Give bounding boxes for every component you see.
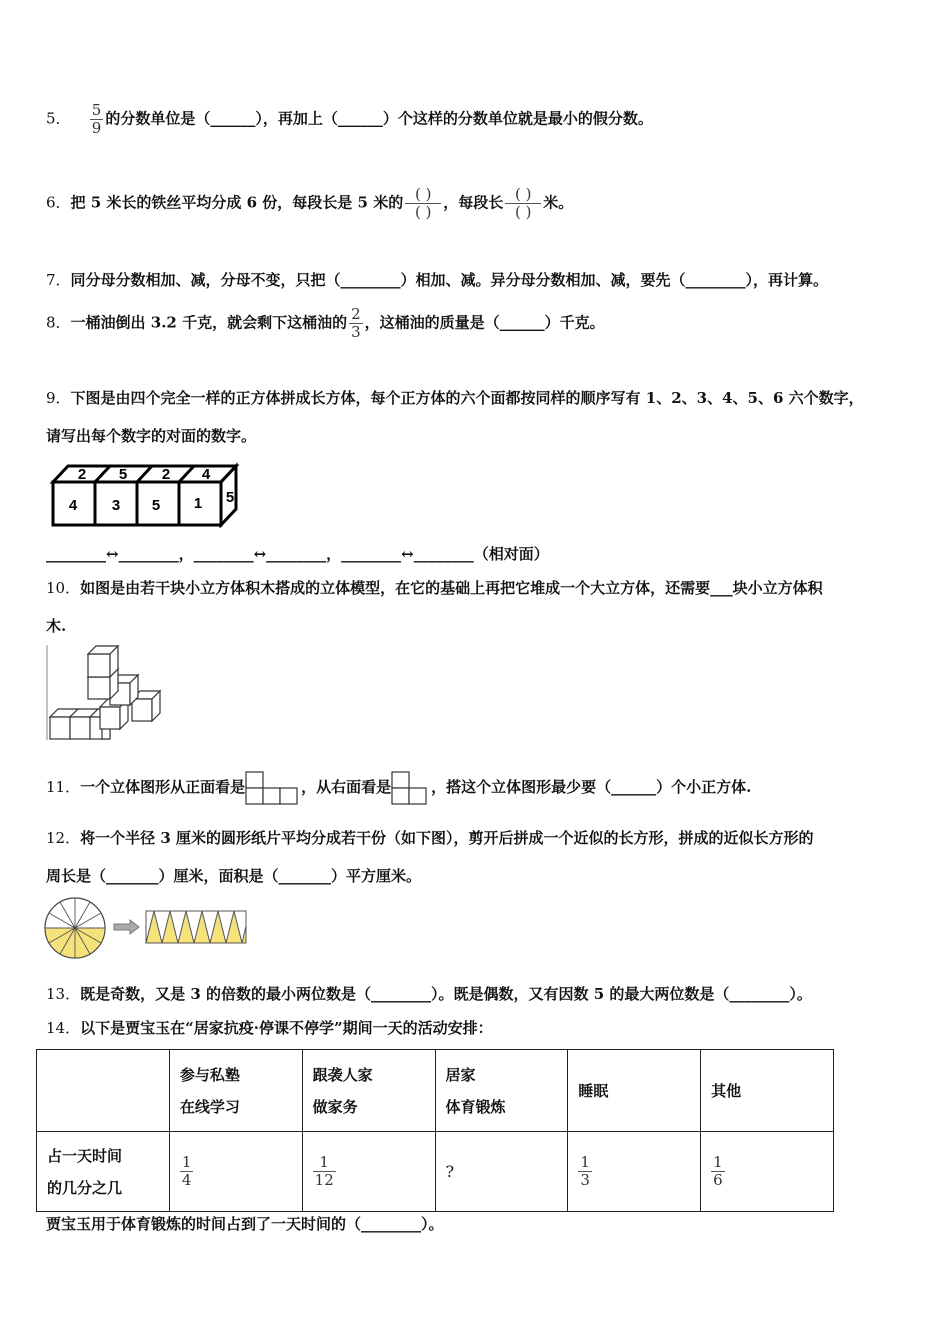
question-8 [46, 306, 605, 341]
question-number: 8． [46, 313, 71, 332]
table-header-cell: 其他 [701, 1050, 834, 1132]
arrow-icon [114, 920, 139, 934]
activity-table [36, 1049, 834, 1212]
question-11 [46, 770, 751, 806]
question-text: 一桶油倒出 3.2 千克，就会剩下这桶油的 [70, 313, 348, 332]
cube-row-figure [48, 462, 240, 528]
question-number: 9． [46, 389, 71, 407]
table-row [37, 1132, 834, 1212]
fraction-cell: $\frac{1}{6}$ [701, 1132, 834, 1212]
question-14-footer [46, 1214, 444, 1234]
unknown-cell: ? [435, 1132, 568, 1212]
question-13 [46, 984, 812, 1004]
question-text: 如图是由若干块小立方体积木搭成的立体模型，在它的基础上再把它堆成一个大立方体，还需要___块小立方体积 [80, 579, 823, 597]
table-header-cell: 睡眠 [568, 1050, 701, 1132]
fraction-cell: $\frac{1}{12}$ [302, 1132, 435, 1212]
table-header-cell: 居家 体育锻炼 [435, 1050, 568, 1132]
question-text: 下图是由四个完全一样的正方体拼成长方体，每个正方体的六个面都按同样的顺序写有 1、2、3、4、5、6 六个数字， [70, 389, 864, 407]
question-text: 周长是（_______）厘米，面积是（_______）平方厘米。 [46, 867, 422, 885]
question-text: 既是奇数，又是 3 的倍数的最小两位数是（________）。既是偶数，又有因数 5 的最大两位数是（________）。 [80, 985, 812, 1003]
question-text: 同分母分数相加、减，分母不变，只把（________）相加、减。异分母分数相加、减，要先（________），再计算。 [70, 271, 829, 289]
question-9 [46, 388, 864, 408]
table-header-cell: 跟袭人家 做家务 [302, 1050, 435, 1132]
fraction-5-9: $\frac{5}{9}$ [91, 101, 102, 137]
question-14 [46, 1018, 493, 1038]
blank-fraction[interactable]: $\frac{( )}{( )}$ [505, 186, 541, 221]
question-text: ，每段长 [443, 193, 504, 212]
row-label-cell: 占一天时间 的几分之几 [37, 1132, 170, 1212]
question-number: 6． [46, 193, 71, 212]
question-12-line2 [46, 866, 421, 886]
question-7 [46, 270, 828, 290]
top-digit: 5 [118, 466, 128, 483]
question-6 [46, 186, 573, 221]
table-header-cell: 参与私塾 在线学习 [169, 1050, 302, 1132]
stacked-cubes-figure [46, 645, 166, 741]
question-text: 的分数单位是（______），再加上（______）个这样的分数单位就是最小的假分数。 [105, 109, 653, 128]
question-text: 木. [46, 617, 67, 635]
table-corner-cell [37, 1050, 170, 1132]
question-number: 5． [46, 109, 71, 128]
top-digit: 2 [77, 466, 87, 483]
question-text: 请写出每个数字的对面的数字。 [46, 427, 257, 445]
question-9-line2 [46, 426, 256, 446]
blank-fraction[interactable]: $\frac{( )}{( )}$ [405, 186, 441, 221]
front-digit: 4 [68, 497, 78, 514]
question-text: ，从右面看是 [301, 778, 392, 796]
question-9-answer [46, 544, 549, 564]
right-view-figure [391, 770, 431, 806]
answer-blanks[interactable]: ________↔________，________↔________，________↔________（相对面） [46, 545, 549, 563]
question-number: 10． [46, 579, 81, 597]
question-text: ，搭这个立体图形最少要（______）个小正方体. [431, 778, 752, 796]
question-text: 以下是贾宝玉在“居家抗疫·停课不停学”期间一天的活动安排： [80, 1019, 493, 1037]
question-number: 14． [46, 1019, 81, 1037]
question-5 [46, 102, 653, 137]
top-digit: 2 [161, 466, 171, 483]
question-12 [46, 828, 813, 848]
question-number: 12． [46, 829, 81, 847]
front-view-figure [245, 770, 301, 806]
question-text: 将一个半径 3 厘米的圆形纸片平均分成若干份（如下图），剪开后拼成一个近似的长方形，拼成的近似长方形的 [80, 829, 814, 847]
question-10 [46, 578, 823, 598]
question-text: 一个立体图形从正面看是 [80, 778, 246, 796]
table-header-row [37, 1050, 834, 1132]
front-digit: 1 [193, 495, 203, 512]
question-text: 把 5 米长的铁丝平均分成 6 份，每段长是 5 米的 [70, 193, 404, 212]
question-10-line2 [46, 616, 66, 636]
question-text: 米。 [543, 193, 574, 212]
fraction-cell: $\frac{1}{4}$ [169, 1132, 302, 1212]
fraction-cell: $\frac{1}{3}$ [568, 1132, 701, 1212]
side-digit: 5 [225, 489, 235, 506]
question-number: 11． [46, 778, 81, 796]
fraction-2-3: $\frac{2}{3}$ [351, 305, 361, 341]
front-digit: 3 [111, 497, 121, 514]
top-digit: 4 [201, 466, 211, 483]
question-number: 13． [46, 985, 81, 1003]
question-text: ，这桶油的质量是（______）千克。 [364, 313, 605, 332]
circle-to-rectangle-figure [44, 896, 250, 960]
question-number: 7． [46, 271, 71, 289]
front-digit: 5 [151, 497, 161, 514]
question-text: 贾宝玉用于体育锻炼的时间占到了一天时间的（________）。 [46, 1215, 444, 1233]
